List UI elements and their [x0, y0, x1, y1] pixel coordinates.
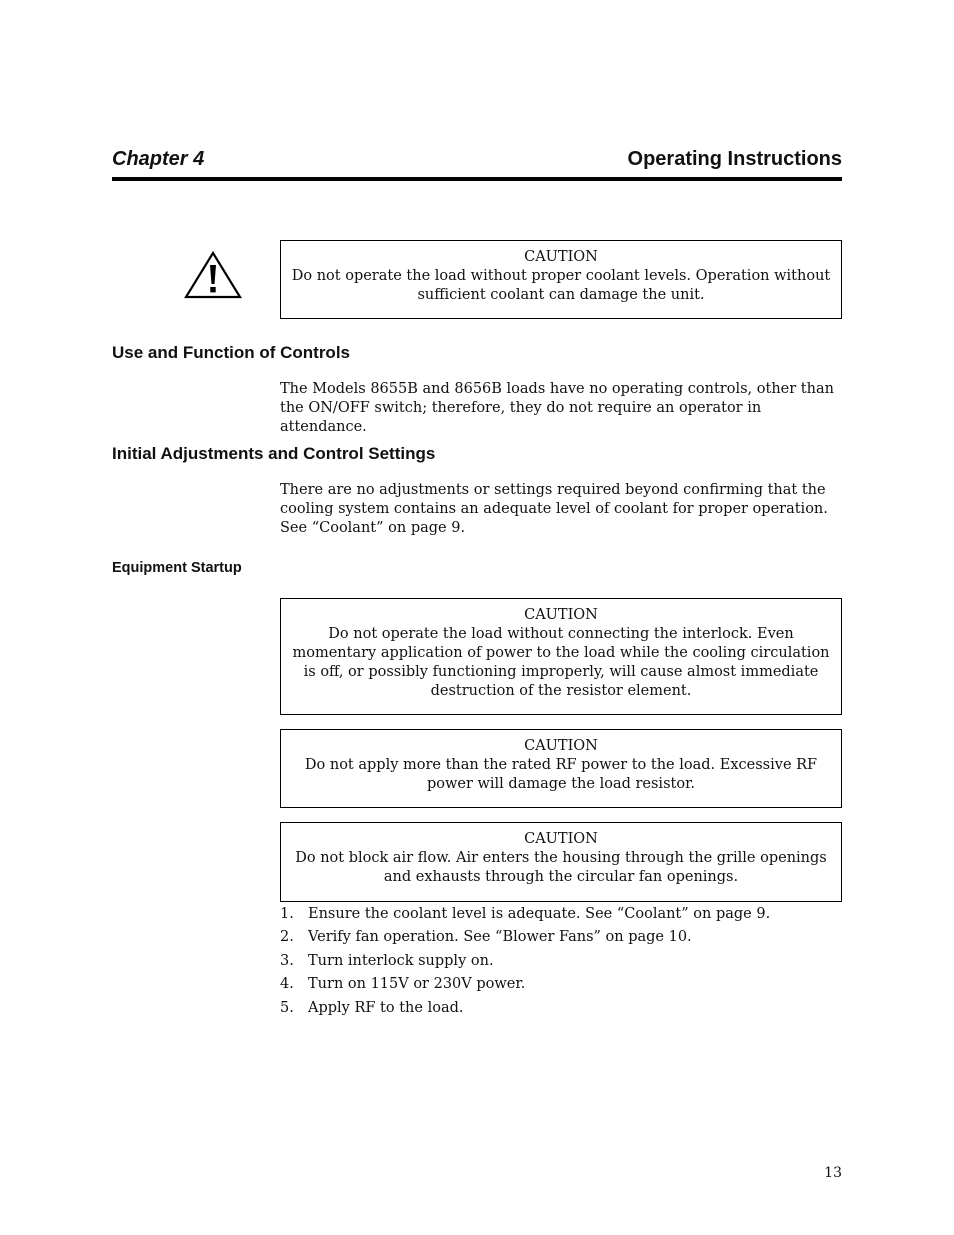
adjustments-paragraph: There are no adjustments or settings required beyond confirming that the cooling system contains an adequate level of coolant for proper operation. See “Coolant” on page 9. [280, 482, 828, 536]
caution-box-interlock [280, 598, 842, 715]
chapter-title: Operating Instructions [627, 148, 842, 170]
caution-title: CAUTION [524, 249, 598, 265]
step-text: Turn on 115V or 230V power. [308, 976, 526, 993]
step-number: 1. [280, 906, 294, 922]
list-item [280, 928, 842, 951]
list-item [280, 952, 842, 975]
step-text: Ensure the coolant level is adequate. See “Coolant” on page 9. [308, 906, 771, 922]
step-number: 3. [280, 952, 294, 969]
step-text: Apply RF to the load. [308, 999, 464, 1016]
caution-title: CAUTION [524, 831, 598, 847]
caution-box-rf-power [280, 729, 842, 808]
step-text: Turn interlock supply on. [308, 952, 494, 969]
caution-text: Do not operate the load without proper coolant levels. Operation without sufficient coolant can damage the unit. [291, 268, 831, 303]
step-number: 2. [280, 929, 294, 946]
list-item [280, 975, 842, 998]
caution-title: CAUTION [524, 738, 598, 754]
caution-box-coolant [280, 240, 842, 319]
section-heading-adjustments: Initial Adjustments and Control Settings [112, 444, 436, 463]
chapter-label: Chapter 4 [112, 148, 205, 170]
caution-text: Do not apply more than the rated RF power to the load. Excessive RF power will damage the load resistor. [304, 757, 818, 792]
controls-paragraph: The Models 8655B and 8656B loads have no operating controls, other than the ON/OFF switch; therefore, they do not require an operator in attendance. [280, 381, 834, 435]
step-number: 5. [280, 999, 294, 1016]
section-heading-controls: Use and Function of Controls [112, 343, 350, 362]
page-number: 13 [824, 1165, 842, 1181]
caution-text: Do not block air flow. Air enters the housing through the grille openings and exhausts through the circular fan openings. [295, 850, 827, 885]
warning-triangle-icon [184, 251, 242, 299]
caution-title: CAUTION [524, 607, 598, 623]
step-text: Verify fan operation. See “Blower Fans” on page 10. [308, 929, 692, 946]
step-number: 4. [280, 976, 294, 993]
subsection-heading-startup: Equipment Startup [112, 560, 242, 576]
header-rule [112, 177, 842, 181]
caution-box-air-flow [280, 822, 842, 902]
caution-text: Do not operate the load without connecting the interlock. Even momentary application of power to the load while the cooling circulation is off, or possibly functioning improperly, will cause almost immediate destruction of the resistor element. [292, 626, 830, 699]
list-item [280, 999, 842, 1022]
chapter-header [112, 146, 842, 182]
startup-steps-list [280, 905, 842, 1022]
list-item [280, 905, 842, 928]
